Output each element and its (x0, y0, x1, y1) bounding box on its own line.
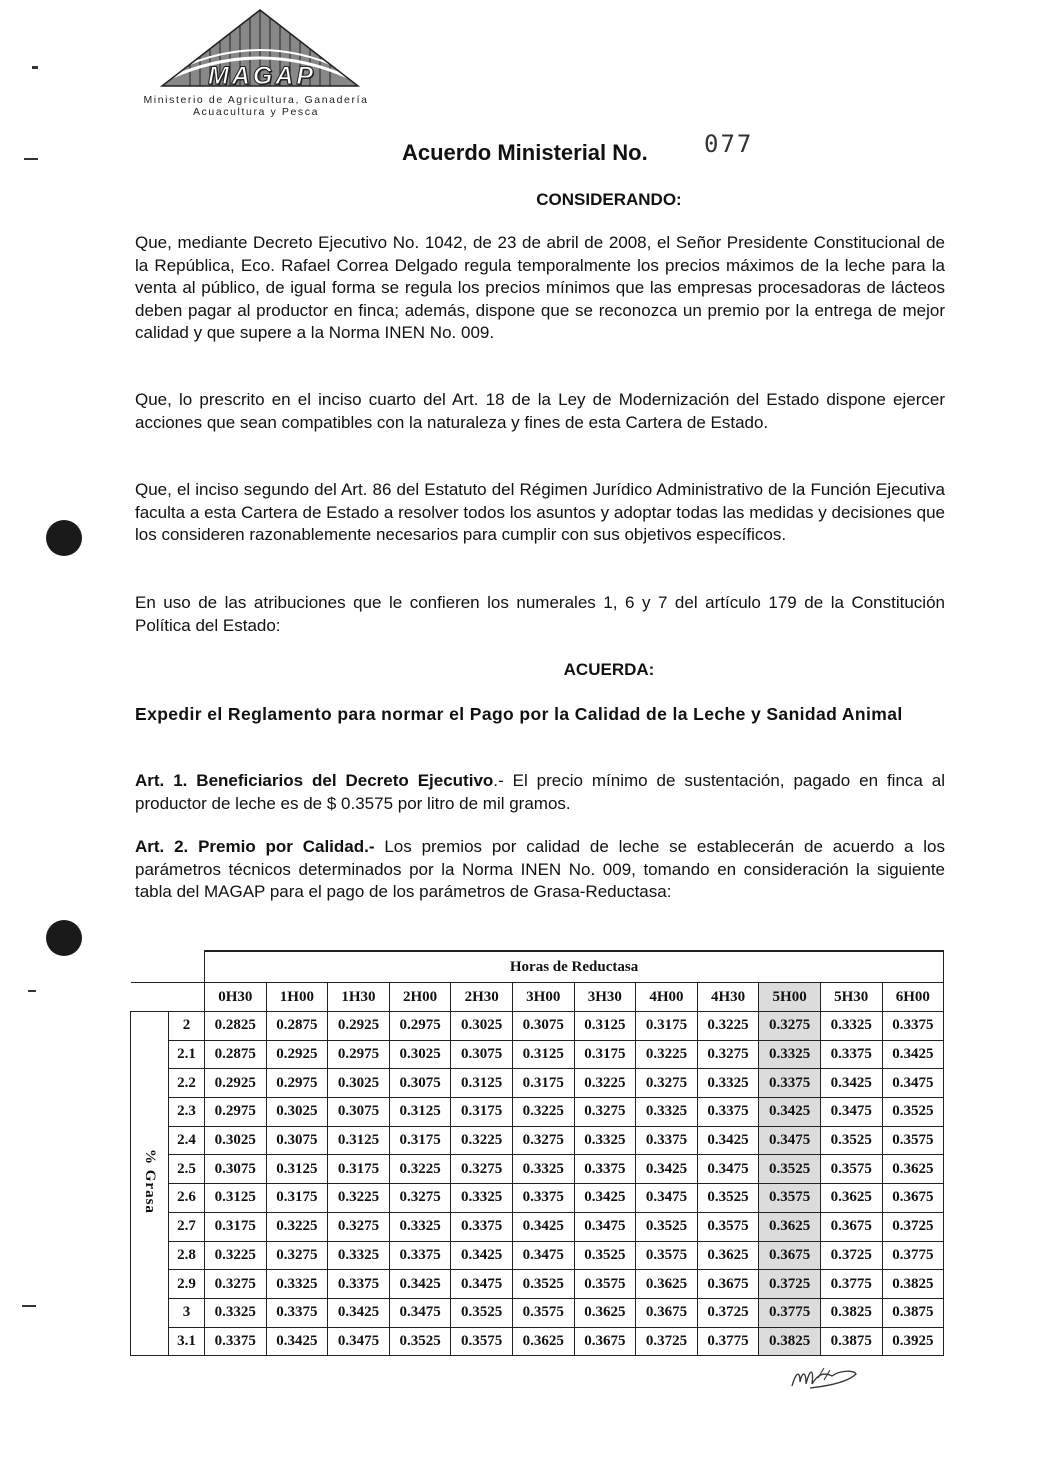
price-cell: 0.3425 (328, 1298, 390, 1327)
column-header: 5H30 (820, 983, 882, 1012)
price-cell: 0.3525 (451, 1298, 513, 1327)
price-cell: 0.2975 (389, 1012, 451, 1041)
price-cell: 0.3275 (636, 1069, 698, 1098)
price-cell: 0.2825 (205, 1012, 267, 1041)
logo-ministry-line1: Ministerio de Agricultura, Ganadería (143, 94, 369, 106)
price-cell: 0.3625 (512, 1327, 574, 1356)
price-cell: 0.2975 (205, 1098, 267, 1127)
column-header: 3H00 (512, 983, 574, 1012)
price-cell: 0.3375 (820, 1040, 882, 1069)
considerando-paragraph-1: Que, mediante Decreto Ejecutivo No. 1042, de 23 de abril de 2008, el Señor Presidente Constitucional de la República, Eco. Rafael Correa Delgado regula temporalmente los precios máximos de la leche para la venta al público, de igual forma se regula los precios mínimos que las empresas procesadoras de lácteos deben pagar al productor en finca; además, dispone que se reconozca un premio por la entrega de mejor calidad y que supere a la Norma INEN No. 009. (135, 233, 945, 342)
price-cell: 0.3625 (636, 1270, 698, 1299)
table-row (131, 1212, 944, 1241)
table-row (131, 1040, 944, 1069)
price-cell: 0.3025 (328, 1069, 390, 1098)
price-cell: 0.3325 (820, 1012, 882, 1041)
price-cell: 0.3625 (820, 1184, 882, 1213)
grasa-value-cell: 2.4 (169, 1126, 205, 1155)
scan-mark (28, 990, 36, 992)
price-cell: 0.3625 (882, 1155, 944, 1184)
document-title: Acuerdo Ministerial No. (402, 140, 648, 165)
price-cell: 0.3325 (328, 1241, 390, 1270)
price-cell: 0.3075 (512, 1012, 574, 1041)
price-cell: 0.3125 (205, 1184, 267, 1213)
price-cell: 0.3275 (512, 1126, 574, 1155)
price-cell: 0.3675 (759, 1241, 821, 1270)
price-cell: 0.3275 (266, 1241, 328, 1270)
table-row (131, 1012, 944, 1041)
punch-hole-bottom (46, 920, 82, 956)
price-cell: 0.3225 (205, 1241, 267, 1270)
considerando-paragraph-4: En uso de las atribuciones que le confieren los numerales 1, 6 y 7 del artículo 179 de la Constitución Política del Estado: (135, 593, 945, 635)
scan-mark (24, 158, 38, 160)
price-cell: 0.3425 (389, 1270, 451, 1299)
reglamento-title: Expedir el Reglamento para normar el Pago por la Calidad de la Leche y Sanidad Animal (135, 704, 903, 724)
price-cell: 0.3075 (451, 1040, 513, 1069)
grasa-value-cell: 2.9 (169, 1270, 205, 1299)
price-cell: 0.3325 (636, 1098, 698, 1127)
price-cell: 0.3175 (266, 1184, 328, 1213)
price-cell: 0.3225 (451, 1126, 513, 1155)
price-cell: 0.3375 (759, 1069, 821, 1098)
article-1-title: Art. 1. Beneficiarios del Decreto Ejecutivo (135, 771, 494, 790)
price-cell: 0.3725 (636, 1327, 698, 1356)
price-cell: 0.3325 (451, 1184, 513, 1213)
price-cell: 0.3575 (451, 1327, 513, 1356)
price-cell: 0.2975 (266, 1069, 328, 1098)
price-cell: 0.3425 (512, 1212, 574, 1241)
price-cell: 0.3375 (882, 1012, 944, 1041)
acuerdo-number: 077 (704, 130, 754, 158)
price-cell: 0.3825 (759, 1327, 821, 1356)
price-cell: 0.3125 (328, 1126, 390, 1155)
price-cell: 0.3325 (512, 1155, 574, 1184)
considerando-heading: CONSIDERANDO: (536, 190, 682, 209)
table-group-header: Horas de Reductasa (205, 951, 944, 983)
price-cell: 0.3575 (820, 1155, 882, 1184)
price-cell: 0.3325 (759, 1040, 821, 1069)
price-cell: 0.2975 (328, 1040, 390, 1069)
price-cell: 0.3575 (574, 1270, 636, 1299)
grasa-value-cell: 2.3 (169, 1098, 205, 1127)
price-cell: 0.3525 (759, 1155, 821, 1184)
article-2 (135, 836, 945, 904)
price-cell: 0.3475 (451, 1270, 513, 1299)
price-cell: 0.3475 (389, 1298, 451, 1327)
price-cell: 0.2925 (266, 1040, 328, 1069)
article-1 (135, 770, 945, 815)
price-cell: 0.3625 (574, 1298, 636, 1327)
price-cell: 0.3375 (512, 1184, 574, 1213)
acuerda-heading: ACUERDA: (563, 660, 655, 679)
price-cell: 0.3225 (328, 1184, 390, 1213)
price-cell: 0.3725 (882, 1212, 944, 1241)
price-cell: 0.3675 (574, 1327, 636, 1356)
price-cell: 0.3675 (636, 1298, 698, 1327)
table-row (131, 1327, 944, 1356)
price-cell: 0.3425 (636, 1155, 698, 1184)
price-cell: 0.3325 (205, 1298, 267, 1327)
price-cell: 0.3375 (328, 1270, 390, 1299)
price-cell: 0.3575 (882, 1126, 944, 1155)
column-header: 5H00 (759, 983, 821, 1012)
price-cell: 0.3225 (266, 1212, 328, 1241)
price-cell: 0.3075 (266, 1126, 328, 1155)
grasa-value-cell: 3.1 (169, 1327, 205, 1356)
price-cell: 0.3775 (759, 1298, 821, 1327)
price-cell: 0.3225 (574, 1069, 636, 1098)
price-cell: 0.3225 (512, 1098, 574, 1127)
table-corner-blank (131, 983, 205, 1012)
table-column-header-row (131, 983, 944, 1012)
column-header: 1H30 (328, 983, 390, 1012)
price-cell: 0.3475 (820, 1098, 882, 1127)
price-cell: 0.3175 (574, 1040, 636, 1069)
scan-mark (32, 66, 38, 69)
price-cell: 0.3125 (574, 1012, 636, 1041)
price-cell: 0.3425 (759, 1098, 821, 1127)
grasa-side-label: % Grasa (142, 1148, 158, 1214)
price-cell: 0.3525 (636, 1212, 698, 1241)
price-cell: 0.3475 (574, 1212, 636, 1241)
price-cell: 0.3775 (820, 1270, 882, 1299)
price-cell: 0.3275 (451, 1155, 513, 1184)
price-cell: 0.3875 (820, 1327, 882, 1356)
price-cell: 0.3025 (205, 1126, 267, 1155)
price-cell: 0.3825 (820, 1298, 882, 1327)
price-cell: 0.3525 (512, 1270, 574, 1299)
price-cell: 0.2925 (328, 1012, 390, 1041)
price-cell: 0.3625 (759, 1212, 821, 1241)
price-cell: 0.3875 (882, 1298, 944, 1327)
price-cell: 0.3025 (266, 1098, 328, 1127)
price-cell: 0.3675 (697, 1270, 759, 1299)
price-cell: 0.3075 (328, 1098, 390, 1127)
price-cell: 0.3175 (636, 1012, 698, 1041)
price-cell: 0.3125 (451, 1069, 513, 1098)
price-cell: 0.3025 (389, 1040, 451, 1069)
logo-wordmark: MAGAP (207, 62, 317, 90)
column-header: 6H00 (882, 983, 944, 1012)
price-cell: 0.3475 (759, 1126, 821, 1155)
article-2-text: Los premios por calidad de leche se establecerán de acuerdo a los parámetros técnicos determinados por la Norma INEN No. 009, tomando en consideración la siguiente tabla del MAGAP para el pago de los parámetros de Grasa-Reductasa: (135, 837, 946, 901)
table-row (131, 1069, 944, 1098)
price-cell: 0.3475 (328, 1327, 390, 1356)
price-cell: 0.3475 (697, 1155, 759, 1184)
signature-initials (788, 1362, 860, 1392)
price-cell: 0.3725 (759, 1270, 821, 1299)
column-header: 4H00 (636, 983, 698, 1012)
considerando-paragraph-3: Que, el inciso segundo del Art. 86 del Estatuto del Régimen Jurídico Administrativo de la Función Ejecutiva faculta a esta Cartera de Estado a resolver todos los asuntos y adoptar todas las medidas y decisiones que los consideren razonablemente necesarios para cumplir con sus objetivos específicos. (135, 480, 945, 544)
price-cell: 0.3775 (697, 1327, 759, 1356)
price-cell: 0.3375 (451, 1212, 513, 1241)
price-cell: 0.3375 (636, 1126, 698, 1155)
price-cell: 0.2925 (205, 1069, 267, 1098)
price-cell: 0.3175 (451, 1098, 513, 1127)
grasa-value-cell: 2.2 (169, 1069, 205, 1098)
price-cell: 0.3575 (512, 1298, 574, 1327)
price-cell: 0.3525 (574, 1241, 636, 1270)
price-cell: 0.3125 (266, 1155, 328, 1184)
table-row (131, 1270, 944, 1299)
column-header: 3H30 (574, 983, 636, 1012)
table-row (131, 1298, 944, 1327)
grasa-value-cell: 2.8 (169, 1241, 205, 1270)
price-cell: 0.3075 (389, 1069, 451, 1098)
price-cell: 0.3325 (389, 1212, 451, 1241)
price-cell: 0.3325 (266, 1270, 328, 1299)
logo-ministry-line2: Acuacultura y Pesca (192, 106, 320, 118)
price-cell: 0.3425 (266, 1327, 328, 1356)
price-cell: 0.3525 (697, 1184, 759, 1213)
price-cell: 0.3375 (266, 1298, 328, 1327)
price-cell: 0.3025 (451, 1012, 513, 1041)
grasa-value-cell: 2.1 (169, 1040, 205, 1069)
price-cell: 0.3225 (697, 1012, 759, 1041)
price-cell: 0.3725 (820, 1241, 882, 1270)
price-cell: 0.3375 (697, 1098, 759, 1127)
table-row (131, 1155, 944, 1184)
price-cell: 0.3425 (820, 1069, 882, 1098)
table-row (131, 1126, 944, 1155)
scan-mark (22, 1305, 36, 1307)
price-cell: 0.3375 (205, 1327, 267, 1356)
column-header: 4H30 (697, 983, 759, 1012)
price-cell: 0.3675 (882, 1184, 944, 1213)
grasa-side-label-cell (131, 1012, 169, 1356)
price-cell: 0.3425 (882, 1040, 944, 1069)
price-cell: 0.3525 (389, 1327, 451, 1356)
table-corner (131, 951, 205, 983)
price-cell: 0.3275 (697, 1040, 759, 1069)
price-cell: 0.3425 (451, 1241, 513, 1270)
price-cell: 0.3575 (759, 1184, 821, 1213)
article-2-title: Art. 2. Premio por Calidad.- (135, 837, 375, 856)
price-cell: 0.3425 (697, 1126, 759, 1155)
price-cell: 0.3725 (697, 1298, 759, 1327)
price-cell: 0.3225 (389, 1155, 451, 1184)
column-header: 2H00 (389, 983, 451, 1012)
table-body (131, 1012, 944, 1356)
article-1-text: .- El precio mínimo de sustentación, pagado en finca al productor de leche es de $ 0.3575 por litro de mil gramos. (135, 771, 946, 813)
price-cell: 0.3475 (882, 1069, 944, 1098)
price-cell: 0.3125 (389, 1098, 451, 1127)
punch-hole-top (46, 520, 82, 556)
price-cell: 0.3175 (205, 1212, 267, 1241)
grasa-value-cell: 2.6 (169, 1184, 205, 1213)
price-cell: 0.3175 (389, 1126, 451, 1155)
price-cell: 0.2875 (266, 1012, 328, 1041)
grasa-reductasa-table (130, 950, 944, 1356)
price-cell: 0.3275 (759, 1012, 821, 1041)
price-cell: 0.3375 (389, 1241, 451, 1270)
considerando-paragraph-2: Que, lo prescrito en el inciso cuarto del Art. 18 de la Ley de Modernización del Estado dispone ejercer acciones que sean compatibles con la naturaleza y fines de esta Cartera de Estado. (135, 390, 945, 432)
price-cell: 0.3275 (328, 1212, 390, 1241)
price-cell: 0.3175 (328, 1155, 390, 1184)
price-cell: 0.3275 (574, 1098, 636, 1127)
price-cell: 0.3325 (574, 1126, 636, 1155)
price-cell: 0.3075 (205, 1155, 267, 1184)
grasa-value-cell: 3 (169, 1298, 205, 1327)
price-cell: 0.2875 (205, 1040, 267, 1069)
price-cell: 0.3575 (636, 1241, 698, 1270)
price-cell: 0.3575 (697, 1212, 759, 1241)
grasa-value-cell: 2.7 (169, 1212, 205, 1241)
price-cell: 0.3825 (882, 1270, 944, 1299)
price-cell: 0.3425 (574, 1184, 636, 1213)
grasa-value-cell: 2 (169, 1012, 205, 1041)
column-header: 0H30 (205, 983, 267, 1012)
price-cell: 0.3625 (697, 1241, 759, 1270)
grasa-value-cell: 2.5 (169, 1155, 205, 1184)
price-cell: 0.3225 (636, 1040, 698, 1069)
table-row (131, 1098, 944, 1127)
table-row (131, 1241, 944, 1270)
price-cell: 0.3525 (882, 1098, 944, 1127)
table-row (131, 1184, 944, 1213)
column-header: 1H00 (266, 983, 328, 1012)
price-cell: 0.3325 (697, 1069, 759, 1098)
price-cell: 0.3475 (512, 1241, 574, 1270)
magap-logo (86, 8, 426, 118)
price-cell: 0.3775 (882, 1241, 944, 1270)
column-header: 2H30 (451, 983, 513, 1012)
price-cell: 0.3675 (820, 1212, 882, 1241)
price-cell: 0.3475 (636, 1184, 698, 1213)
price-cell: 0.3275 (205, 1270, 267, 1299)
price-cell: 0.3925 (882, 1327, 944, 1356)
price-cell: 0.3375 (574, 1155, 636, 1184)
price-cell: 0.3525 (820, 1126, 882, 1155)
price-cell: 0.3175 (512, 1069, 574, 1098)
price-cell: 0.3125 (512, 1040, 574, 1069)
price-cell: 0.3275 (389, 1184, 451, 1213)
